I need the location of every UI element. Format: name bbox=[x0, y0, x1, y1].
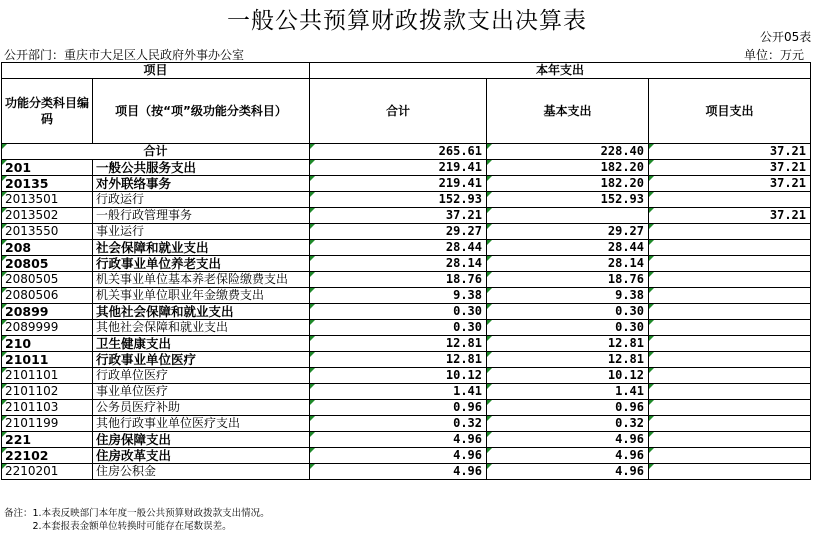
table-row bbox=[2, 320, 811, 336]
total-row bbox=[2, 144, 811, 160]
cell-basic: 228.40 bbox=[487, 144, 649, 160]
cell-code: 201 bbox=[2, 160, 93, 176]
header-row-2 bbox=[2, 79, 811, 144]
cell-code: 2210201 bbox=[2, 464, 93, 480]
cell-code: 208 bbox=[2, 240, 93, 256]
table-row bbox=[2, 192, 811, 208]
cell-code: 21011 bbox=[2, 352, 93, 368]
form-code: 公开05表 bbox=[760, 30, 812, 44]
table-row bbox=[2, 400, 811, 416]
table-row bbox=[2, 432, 811, 448]
cell-name: 其他行政事业单位医疗支出 bbox=[93, 416, 310, 432]
cell-basic: 28.14 bbox=[487, 256, 649, 272]
table-row bbox=[2, 384, 811, 400]
header-row-1 bbox=[2, 63, 811, 79]
cell-code: 2013501 bbox=[2, 192, 93, 208]
cell-project: 37.21 bbox=[649, 176, 811, 192]
cell-code: 2101103 bbox=[2, 400, 93, 416]
cell-basic: 0.32 bbox=[487, 416, 649, 432]
table-row bbox=[2, 224, 811, 240]
cell-name: 行政单位医疗 bbox=[93, 368, 310, 384]
table-row bbox=[2, 240, 811, 256]
cell-project: 37.21 bbox=[649, 208, 811, 224]
cell-name: 事业单位医疗 bbox=[93, 384, 310, 400]
header-total: 合计 bbox=[310, 79, 487, 144]
table-row bbox=[2, 368, 811, 384]
cell-total: 0.96 bbox=[310, 400, 487, 416]
cell-basic: 152.93 bbox=[487, 192, 649, 208]
unit-label: 单位：万元 bbox=[744, 48, 805, 62]
cell-total: 28.44 bbox=[310, 240, 487, 256]
cell-project bbox=[649, 464, 811, 480]
cell-total: 18.76 bbox=[310, 272, 487, 288]
cell-code: 2089999 bbox=[2, 320, 93, 336]
cell-basic: 182.20 bbox=[487, 160, 649, 176]
cell-code: 2101199 bbox=[2, 416, 93, 432]
cell-project bbox=[649, 432, 811, 448]
cell-name: 行政事业单位养老支出 bbox=[93, 256, 310, 272]
cell-name: 其他社会保障和就业支出 bbox=[93, 320, 310, 336]
cell-code: 20135 bbox=[2, 176, 93, 192]
notes bbox=[4, 507, 270, 533]
cell-code: 2101102 bbox=[2, 384, 93, 400]
table-row bbox=[2, 256, 811, 272]
note-line: 2.本套报表金额单位转换时可能存在尾数误差。 bbox=[4, 521, 232, 532]
cell-basic: 4.96 bbox=[487, 432, 649, 448]
cell-total: 1.41 bbox=[310, 384, 487, 400]
cell-name: 一般公共服务支出 bbox=[93, 160, 310, 176]
cell-project bbox=[649, 288, 811, 304]
cell-project bbox=[649, 192, 811, 208]
cell-name: 住房保障支出 bbox=[93, 432, 310, 448]
cell-code: 2013502 bbox=[2, 208, 93, 224]
cell-total: 152.93 bbox=[310, 192, 487, 208]
cell-name: 社会保障和就业支出 bbox=[93, 240, 310, 256]
cell-project bbox=[649, 400, 811, 416]
cell-project bbox=[649, 416, 811, 432]
cell-code: 22102 bbox=[2, 448, 93, 464]
table-row bbox=[2, 464, 811, 480]
header-year-expense: 本年支出 bbox=[310, 63, 811, 79]
cell-basic bbox=[487, 208, 649, 224]
cell-total: 0.30 bbox=[310, 304, 487, 320]
table-row bbox=[2, 208, 811, 224]
cell-total: 12.81 bbox=[310, 352, 487, 368]
cell-project bbox=[649, 384, 811, 400]
header-basic: 基本支出 bbox=[487, 79, 649, 144]
cell-code: 20899 bbox=[2, 304, 93, 320]
cell-name: 住房改革支出 bbox=[93, 448, 310, 464]
cell-name: 事业运行 bbox=[93, 224, 310, 240]
cell-name: 对外联络事务 bbox=[93, 176, 310, 192]
table-row bbox=[2, 352, 811, 368]
cell-project bbox=[649, 368, 811, 384]
cell-total: 4.96 bbox=[310, 448, 487, 464]
table-row bbox=[2, 176, 811, 192]
table-row bbox=[2, 288, 811, 304]
cell-name: 行政事业单位医疗 bbox=[93, 352, 310, 368]
cell-code: 210 bbox=[2, 336, 93, 352]
cell-basic: 0.30 bbox=[487, 304, 649, 320]
cell-total: 0.32 bbox=[310, 416, 487, 432]
cell-basic: 1.41 bbox=[487, 384, 649, 400]
cell-total: 265.61 bbox=[310, 144, 487, 160]
cell-total: 4.96 bbox=[310, 464, 487, 480]
note-line: 备注：1.本表反映部门本年度一般公共预算财政拨款支出情况。 bbox=[4, 508, 270, 519]
cell-project bbox=[649, 304, 811, 320]
table-row bbox=[2, 160, 811, 176]
cell-total: 28.14 bbox=[310, 256, 487, 272]
cell-total: 12.81 bbox=[310, 336, 487, 352]
header-name: 项目（按“项”级功能分类科目） bbox=[93, 79, 310, 144]
cell-name: 住房公积金 bbox=[93, 464, 310, 480]
cell-project bbox=[649, 240, 811, 256]
cell-name: 行政运行 bbox=[93, 192, 310, 208]
cell-project bbox=[649, 336, 811, 352]
cell-basic: 29.27 bbox=[487, 224, 649, 240]
cell-project: 37.21 bbox=[649, 144, 811, 160]
table-row bbox=[2, 336, 811, 352]
cell-project bbox=[649, 224, 811, 240]
cell-basic: 28.44 bbox=[487, 240, 649, 256]
cell-total: 4.96 bbox=[310, 432, 487, 448]
cell-code: 221 bbox=[2, 432, 93, 448]
cell-basic: 18.76 bbox=[487, 272, 649, 288]
cell-basic: 0.96 bbox=[487, 400, 649, 416]
cell-basic: 4.96 bbox=[487, 448, 649, 464]
cell-project bbox=[649, 256, 811, 272]
cell-total: 29.27 bbox=[310, 224, 487, 240]
cell-total: 37.21 bbox=[310, 208, 487, 224]
cell-code: 2013550 bbox=[2, 224, 93, 240]
cell-code: 2101101 bbox=[2, 368, 93, 384]
cell-project bbox=[649, 272, 811, 288]
expense-table bbox=[1, 62, 811, 480]
department-label: 公开部门：重庆市大足区人民政府外事办公室 bbox=[4, 48, 245, 62]
cell-total: 10.12 bbox=[310, 368, 487, 384]
table-row bbox=[2, 448, 811, 464]
cell-total: 219.41 bbox=[310, 160, 487, 176]
cell-project bbox=[649, 352, 811, 368]
cell-total: 0.30 bbox=[310, 320, 487, 336]
cell-total: 219.41 bbox=[310, 176, 487, 192]
total-label: 合计 bbox=[2, 144, 310, 160]
report-title: 一般公共预算财政拨款支出决算表 bbox=[227, 8, 587, 34]
header-code: 功能分类科目编码 bbox=[2, 79, 93, 144]
cell-project bbox=[649, 448, 811, 464]
cell-name: 公务员医疗补助 bbox=[93, 400, 310, 416]
cell-basic: 9.38 bbox=[487, 288, 649, 304]
cell-basic: 12.81 bbox=[487, 352, 649, 368]
cell-name: 卫生健康支出 bbox=[93, 336, 310, 352]
cell-name: 一般行政管理事务 bbox=[93, 208, 310, 224]
cell-code: 20805 bbox=[2, 256, 93, 272]
cell-code: 2080506 bbox=[2, 288, 93, 304]
cell-project bbox=[649, 320, 811, 336]
cell-basic: 0.30 bbox=[487, 320, 649, 336]
cell-basic: 12.81 bbox=[487, 336, 649, 352]
cell-total: 9.38 bbox=[310, 288, 487, 304]
header-project: 项目 bbox=[2, 63, 310, 79]
cell-basic: 4.96 bbox=[487, 464, 649, 480]
cell-basic: 182.20 bbox=[487, 176, 649, 192]
header-item: 项目支出 bbox=[649, 79, 811, 144]
table-row bbox=[2, 304, 811, 320]
cell-basic: 10.12 bbox=[487, 368, 649, 384]
cell-name: 其他社会保障和就业支出 bbox=[93, 304, 310, 320]
table-row bbox=[2, 416, 811, 432]
cell-name: 机关事业单位职业年金缴费支出 bbox=[93, 288, 310, 304]
cell-project: 37.21 bbox=[649, 160, 811, 176]
table-row bbox=[2, 272, 811, 288]
cell-name: 机关事业单位基本养老保险缴费支出 bbox=[93, 272, 310, 288]
cell-code: 2080505 bbox=[2, 272, 93, 288]
